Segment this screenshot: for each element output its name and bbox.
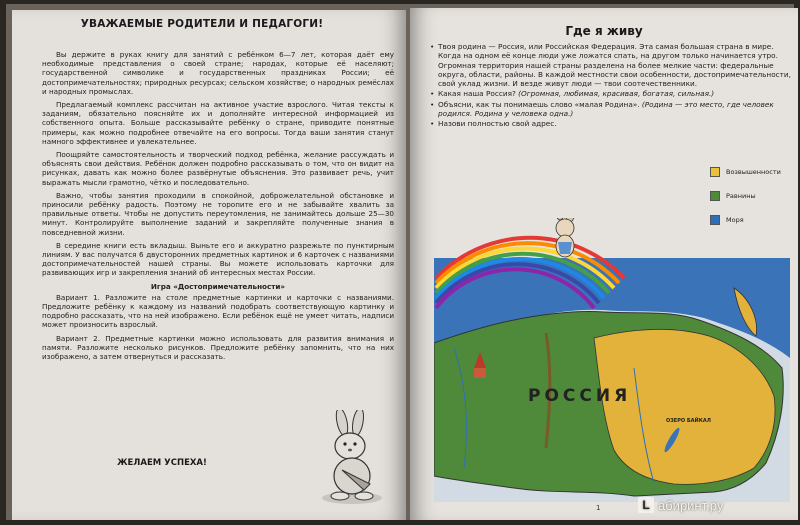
game-title: Игра «Достопримечательности» [150,281,286,291]
right-page [410,8,798,520]
country-label: РОССИЯ [528,386,632,406]
labirint-logo-icon: L [638,497,654,513]
paragraph: В середине книги есть вкладыш. Выньте его и аккуратно разрежьте по пунктирным линиям. У вас получатся 6 двусторонних предметных картинок и 6 карточек с названиями достопримечательностей нашей страны. Вы можете использовать карточки для развивающих игр и закрепления знаний об интересных местах России. [42,240,394,278]
watermark [638,495,790,515]
left-page [12,10,406,520]
paragraph: Важно, чтобы занятия проходили в спокойной, доброжелательной обстановке и приносили ребёнку радость. Поэтому не торопите его и не забывайте хвалить за правильные ответы. Чтобы не допустить переутомления, не занимайтесь дольше 25—30 минут. Контролируйте выполнение заданий и закрепляйте полученные знания в повседневной жизни. [42,190,394,237]
paragraph: Вариант 1. Разложите на столе предметные картинки и карточки с названиями. Предложите ребёнку к каждому из названий подобрать соответствующую картинку и подробно рассказать, что на ней изображено. Если ребёнок ещё не умеет читать, надписи может произносить взрослый. [42,292,394,330]
closing-wish: ЖЕЛАЕМ УСПЕХА! [117,458,207,468]
paragraph: Вариант 2. Предметные картинки можно использовать для развития внимания и памяти. Разложите несколько рисунков. Предложите ребёнку запомнить, что на них изображено, а затем отвернуться и рассказать. [42,333,394,362]
paragraph: Поощряйте самостоятельность и творческий подход ребёнка, желание рассуждать и объяснять свои действия. Ребёнок должен подробно рассказывать о том, что он видит на рисунках, давать как можно более развёрнутые объяснения. Это развивает речь, учит выражать мысли грамотно, чётко и последовательно. [42,150,394,187]
lake-label: ОЗЕРО БАЙКАЛ [666,418,711,424]
right-page-title: Где я живу [565,24,643,38]
paragraph: Предлагаемый комплекс рассчитан на активное участие взрослого. Читая тексты к заданиям, обязательно поясняйте их и дополняйте интересной информацией из собственного опыта. Больше рассказывайте ребёнку о стране, приводите понятные примеры, как можно подробнее отвечайте на его вопросы. Тогда ваши занятия станут намного эффективнее и увлекательнее. [42,100,394,146]
left-page-title: УВАЖАЕМЫЕ РОДИТЕЛИ И ПЕДАГОГИ! [80,18,324,30]
left-page-body [42,50,394,365]
highlands-swatch [710,167,720,177]
book-spread [6,4,794,520]
bunny-illustration [312,410,392,510]
list-item: • Какая наша Россия? (Огромная, любимая, красивая, богатая, сильная.) [430,89,795,98]
list-item: • Назови полностью свой адрес. [430,119,795,128]
list-item: • Твоя родина — Россия, или Российская Федерация. Эта самая большая страна в мире. Когда на одном её конце люди уже ложатся спать, на другом только начинается утро. Огромная территория нашей страны разделена на более мелкие части: федеральные округа, области, районы. В каждой местности свои особенности, достопримечательности, свой уклад жизни. И везде живут люди — твои соотечественники. [430,42,795,88]
watermark-text: абиринт.ру [658,497,724,513]
list-item: • Объясни, как ты понимаешь слово «малая Родина». (Родина — это место, где человек родился. Родина у человека одна.) [430,100,795,119]
legend-item-seas: Моря [710,214,781,226]
legend-item-highlands: Возвышенности [710,166,781,178]
legend-item-plains: Равнины [710,190,781,202]
russia-map [434,218,790,502]
plains-swatch [710,191,720,201]
paragraph: Вы держите в руках книгу для занятий с ребёнком 6—7 лет, которая даёт ему необходимые представления о своей стране; народах, которые её населяют; государственной символике и государственных праздниках России; её достопримечательностях; природных ресурсах; сельском хозяйстве; о народных ремёслах и народных промыслах. [42,50,394,96]
question-list [430,42,795,130]
page-number: 1 [596,504,601,512]
